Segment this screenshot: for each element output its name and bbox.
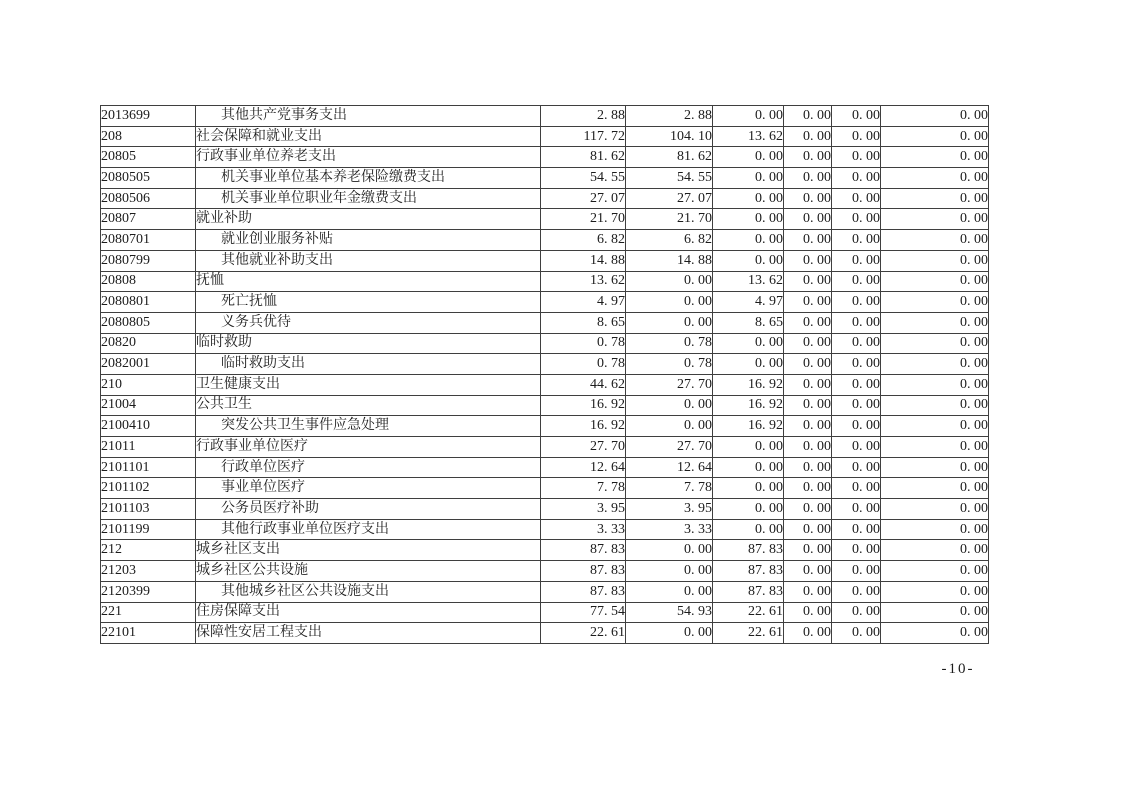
row-value-cell: 87. 83 — [541, 540, 626, 561]
row-value-cell: 0. 00 — [784, 230, 832, 251]
row-value-cell: 12. 64 — [626, 457, 713, 478]
row-value-cell: 0. 00 — [881, 147, 989, 168]
row-value-cell: 0. 00 — [832, 312, 881, 333]
row-value-cell: 87. 83 — [541, 581, 626, 602]
row-name-cell: 行政事业单位医疗 — [196, 437, 541, 458]
row-value-cell: 16. 92 — [541, 416, 626, 437]
row-name-cell: 就业创业服务补贴 — [196, 230, 541, 251]
row-value-cell: 0. 00 — [784, 457, 832, 478]
row-value-cell: 7. 78 — [626, 478, 713, 499]
row-value-cell: 87. 83 — [541, 561, 626, 582]
row-value-cell: 0. 00 — [881, 333, 989, 354]
row-value-cell: 44. 62 — [541, 374, 626, 395]
row-value-cell: 0. 00 — [881, 395, 989, 416]
row-value-cell: 0. 00 — [832, 230, 881, 251]
row-value-cell: 0. 00 — [881, 126, 989, 147]
row-value-cell: 4. 97 — [541, 292, 626, 313]
row-value-cell: 0. 00 — [713, 499, 784, 520]
table-row — [101, 561, 989, 582]
row-name-cell: 事业单位医疗 — [196, 478, 541, 499]
row-value-cell: 87. 83 — [713, 561, 784, 582]
table-row — [101, 126, 989, 147]
row-code-cell: 221 — [101, 602, 196, 623]
row-value-cell: 0. 00 — [832, 250, 881, 271]
row-value-cell: 27. 07 — [626, 188, 713, 209]
row-value-cell: 0. 00 — [832, 126, 881, 147]
row-value-cell: 0. 00 — [784, 126, 832, 147]
table-row — [101, 457, 989, 478]
row-name-cell: 临时救助 — [196, 333, 541, 354]
row-value-cell: 27. 70 — [626, 374, 713, 395]
row-code-cell: 20805 — [101, 147, 196, 168]
row-value-cell: 8. 65 — [541, 312, 626, 333]
row-value-cell: 16. 92 — [713, 374, 784, 395]
row-value-cell: 0. 00 — [832, 602, 881, 623]
row-code-cell: 2101199 — [101, 519, 196, 540]
row-code-cell: 20807 — [101, 209, 196, 230]
row-name-cell: 其他行政事业单位医疗支出 — [196, 519, 541, 540]
row-value-cell: 0. 00 — [713, 354, 784, 375]
row-code-cell: 21203 — [101, 561, 196, 582]
row-value-cell: 0. 00 — [881, 209, 989, 230]
row-code-cell: 21011 — [101, 437, 196, 458]
row-value-cell: 77. 54 — [541, 602, 626, 623]
row-value-cell: 0. 00 — [626, 416, 713, 437]
row-value-cell: 16. 92 — [541, 395, 626, 416]
row-value-cell: 0. 00 — [832, 457, 881, 478]
row-value-cell: 0. 00 — [881, 519, 989, 540]
row-value-cell: 4. 97 — [713, 292, 784, 313]
row-value-cell: 117. 72 — [541, 126, 626, 147]
row-value-cell: 0. 00 — [713, 478, 784, 499]
row-value-cell: 0. 00 — [713, 209, 784, 230]
row-code-cell: 210 — [101, 374, 196, 395]
row-code-cell: 2101102 — [101, 478, 196, 499]
row-value-cell: 0. 00 — [881, 499, 989, 520]
row-value-cell: 0. 00 — [626, 312, 713, 333]
row-value-cell: 0. 00 — [832, 333, 881, 354]
row-value-cell: 0. 00 — [784, 478, 832, 499]
row-value-cell: 22. 61 — [713, 602, 784, 623]
row-value-cell: 54. 55 — [626, 168, 713, 189]
row-value-cell: 14. 88 — [541, 250, 626, 271]
row-value-cell: 0. 00 — [832, 292, 881, 313]
row-name-cell: 临时救助支出 — [196, 354, 541, 375]
table-row — [101, 540, 989, 561]
table-row — [101, 374, 989, 395]
row-value-cell: 0. 00 — [784, 602, 832, 623]
table-row — [101, 271, 989, 292]
table-row — [101, 395, 989, 416]
row-value-cell: 0. 00 — [626, 540, 713, 561]
row-name-cell: 就业补助 — [196, 209, 541, 230]
row-value-cell: 0. 00 — [784, 499, 832, 520]
row-code-cell: 20808 — [101, 271, 196, 292]
row-name-cell: 突发公共卫生事件应急处理 — [196, 416, 541, 437]
row-value-cell: 0. 00 — [784, 561, 832, 582]
row-name-cell: 其他就业补助支出 — [196, 250, 541, 271]
table-row — [101, 602, 989, 623]
row-name-cell: 行政事业单位养老支出 — [196, 147, 541, 168]
row-name-cell: 行政单位医疗 — [196, 457, 541, 478]
table-row — [101, 209, 989, 230]
row-name-cell: 机关事业单位职业年金缴费支出 — [196, 188, 541, 209]
row-code-cell: 2120399 — [101, 581, 196, 602]
row-name-cell: 保障性安居工程支出 — [196, 623, 541, 644]
row-value-cell: 0. 00 — [881, 540, 989, 561]
table-row — [101, 147, 989, 168]
row-value-cell: 0. 00 — [784, 581, 832, 602]
row-value-cell: 0. 00 — [626, 271, 713, 292]
row-value-cell: 0. 00 — [832, 561, 881, 582]
row-value-cell: 0. 00 — [832, 437, 881, 458]
row-value-cell: 0. 00 — [881, 250, 989, 271]
row-value-cell: 0. 00 — [784, 106, 832, 127]
table-row — [101, 312, 989, 333]
row-name-cell: 城乡社区支出 — [196, 540, 541, 561]
row-value-cell: 27. 70 — [541, 437, 626, 458]
row-code-cell: 2082001 — [101, 354, 196, 375]
row-code-cell: 2080701 — [101, 230, 196, 251]
table-row — [101, 623, 989, 644]
row-value-cell: 14. 88 — [626, 250, 713, 271]
row-value-cell: 0. 00 — [832, 188, 881, 209]
row-value-cell: 2. 88 — [541, 106, 626, 127]
row-code-cell: 2080505 — [101, 168, 196, 189]
row-code-cell: 20820 — [101, 333, 196, 354]
row-value-cell: 0. 00 — [784, 168, 832, 189]
row-code-cell: 2101103 — [101, 499, 196, 520]
row-name-cell: 其他城乡社区公共设施支出 — [196, 581, 541, 602]
row-value-cell: 0. 00 — [881, 416, 989, 437]
row-value-cell: 0. 00 — [832, 540, 881, 561]
table-row — [101, 168, 989, 189]
table-row — [101, 106, 989, 127]
row-value-cell: 0. 00 — [626, 623, 713, 644]
row-value-cell: 0. 00 — [713, 168, 784, 189]
row-name-cell: 抚恤 — [196, 271, 541, 292]
row-value-cell: 0. 00 — [784, 374, 832, 395]
table-row — [101, 354, 989, 375]
row-value-cell: 54. 93 — [626, 602, 713, 623]
table-row — [101, 250, 989, 271]
row-name-cell: 机关事业单位基本养老保险缴费支出 — [196, 168, 541, 189]
row-value-cell: 0. 00 — [832, 271, 881, 292]
row-value-cell: 0. 00 — [881, 374, 989, 395]
row-value-cell: 0. 00 — [881, 168, 989, 189]
row-code-cell: 2013699 — [101, 106, 196, 127]
row-value-cell: 27. 70 — [626, 437, 713, 458]
row-name-cell: 卫生健康支出 — [196, 374, 541, 395]
row-value-cell: 0. 00 — [626, 581, 713, 602]
row-value-cell: 0. 00 — [881, 457, 989, 478]
row-code-cell: 2080805 — [101, 312, 196, 333]
row-name-cell: 社会保障和就业支出 — [196, 126, 541, 147]
row-name-cell: 住房保障支出 — [196, 602, 541, 623]
row-value-cell: 0. 78 — [541, 333, 626, 354]
row-value-cell: 0. 00 — [784, 540, 832, 561]
row-value-cell: 0. 00 — [784, 188, 832, 209]
row-code-cell: 208 — [101, 126, 196, 147]
row-value-cell: 7. 78 — [541, 478, 626, 499]
row-value-cell: 0. 00 — [784, 519, 832, 540]
row-value-cell: 0. 00 — [832, 106, 881, 127]
row-value-cell: 0. 00 — [832, 354, 881, 375]
row-value-cell: 27. 07 — [541, 188, 626, 209]
row-code-cell: 2080799 — [101, 250, 196, 271]
row-value-cell: 0. 00 — [784, 147, 832, 168]
row-code-cell: 2080506 — [101, 188, 196, 209]
row-value-cell: 0. 78 — [626, 333, 713, 354]
row-value-cell: 104. 10 — [626, 126, 713, 147]
row-value-cell: 6. 82 — [541, 230, 626, 251]
row-code-cell: 22101 — [101, 623, 196, 644]
row-value-cell: 0. 00 — [713, 333, 784, 354]
row-value-cell: 0. 00 — [881, 292, 989, 313]
row-value-cell: 81. 62 — [626, 147, 713, 168]
table-row — [101, 292, 989, 313]
row-value-cell: 0. 00 — [832, 147, 881, 168]
row-value-cell: 6. 82 — [626, 230, 713, 251]
row-value-cell: 16. 92 — [713, 395, 784, 416]
row-value-cell: 0. 00 — [626, 292, 713, 313]
row-name-cell: 其他共产党事务支出 — [196, 106, 541, 127]
row-code-cell: 21004 — [101, 395, 196, 416]
row-value-cell: 0. 00 — [832, 395, 881, 416]
budget-table — [100, 105, 989, 644]
row-value-cell: 0. 00 — [784, 395, 832, 416]
row-value-cell: 0. 00 — [713, 188, 784, 209]
row-value-cell: 0. 00 — [713, 106, 784, 127]
table-row — [101, 416, 989, 437]
row-value-cell: 0. 00 — [881, 478, 989, 499]
row-value-cell: 3. 95 — [541, 499, 626, 520]
row-value-cell: 0. 00 — [832, 478, 881, 499]
row-value-cell: 0. 00 — [713, 519, 784, 540]
row-name-cell: 义务兵优待 — [196, 312, 541, 333]
row-value-cell: 0. 00 — [881, 623, 989, 644]
row-value-cell: 0. 78 — [626, 354, 713, 375]
row-value-cell: 13. 62 — [541, 271, 626, 292]
table-row — [101, 230, 989, 251]
row-code-cell: 2101101 — [101, 457, 196, 478]
row-value-cell: 0. 00 — [881, 230, 989, 251]
row-name-cell: 公共卫生 — [196, 395, 541, 416]
row-value-cell: 22. 61 — [713, 623, 784, 644]
row-value-cell: 0. 00 — [784, 623, 832, 644]
table-row — [101, 333, 989, 354]
row-value-cell: 0. 00 — [784, 437, 832, 458]
row-code-cell: 212 — [101, 540, 196, 561]
row-value-cell: 0. 00 — [626, 561, 713, 582]
row-value-cell: 0. 00 — [784, 292, 832, 313]
row-value-cell: 0. 00 — [784, 312, 832, 333]
row-code-cell: 2080801 — [101, 292, 196, 313]
row-value-cell: 0. 00 — [713, 147, 784, 168]
row-value-cell: 0. 00 — [713, 457, 784, 478]
row-value-cell: 0. 00 — [832, 416, 881, 437]
row-value-cell: 0. 00 — [881, 188, 989, 209]
row-value-cell: 13. 62 — [713, 126, 784, 147]
row-value-cell: 0. 78 — [541, 354, 626, 375]
row-value-cell: 21. 70 — [541, 209, 626, 230]
row-value-cell: 0. 00 — [881, 312, 989, 333]
row-value-cell: 0. 00 — [626, 395, 713, 416]
row-value-cell: 0. 00 — [784, 416, 832, 437]
row-value-cell: 0. 00 — [881, 271, 989, 292]
row-value-cell: 81. 62 — [541, 147, 626, 168]
row-value-cell: 0. 00 — [881, 354, 989, 375]
row-value-cell: 0. 00 — [832, 209, 881, 230]
row-value-cell: 3. 33 — [541, 519, 626, 540]
row-value-cell: 0. 00 — [832, 519, 881, 540]
row-value-cell: 0. 00 — [832, 499, 881, 520]
page-number: -10- — [941, 661, 975, 677]
row-value-cell: 0. 00 — [784, 271, 832, 292]
row-value-cell: 0. 00 — [832, 581, 881, 602]
row-value-cell: 22. 61 — [541, 623, 626, 644]
row-value-cell: 87. 83 — [713, 581, 784, 602]
table-row — [101, 437, 989, 458]
row-value-cell: 0. 00 — [713, 250, 784, 271]
table-row — [101, 478, 989, 499]
row-value-cell: 0. 00 — [881, 602, 989, 623]
row-value-cell: 87. 83 — [713, 540, 784, 561]
table-row — [101, 581, 989, 602]
row-value-cell: 3. 33 — [626, 519, 713, 540]
budget-table-body — [101, 106, 989, 644]
row-value-cell: 0. 00 — [881, 106, 989, 127]
row-value-cell: 0. 00 — [713, 437, 784, 458]
row-value-cell: 0. 00 — [784, 354, 832, 375]
row-value-cell: 13. 62 — [713, 271, 784, 292]
row-value-cell: 0. 00 — [832, 168, 881, 189]
row-value-cell: 0. 00 — [881, 581, 989, 602]
row-value-cell: 0. 00 — [784, 333, 832, 354]
row-value-cell: 0. 00 — [832, 374, 881, 395]
row-value-cell: 54. 55 — [541, 168, 626, 189]
row-value-cell: 0. 00 — [713, 230, 784, 251]
row-name-cell: 公务员医疗补助 — [196, 499, 541, 520]
row-value-cell: 0. 00 — [784, 250, 832, 271]
row-code-cell: 2100410 — [101, 416, 196, 437]
row-name-cell: 死亡抚恤 — [196, 292, 541, 313]
row-value-cell: 8. 65 — [713, 312, 784, 333]
table-row — [101, 188, 989, 209]
row-value-cell: 0. 00 — [832, 623, 881, 644]
row-value-cell: 0. 00 — [784, 209, 832, 230]
row-value-cell: 21. 70 — [626, 209, 713, 230]
row-value-cell: 0. 00 — [881, 437, 989, 458]
row-value-cell: 16. 92 — [713, 416, 784, 437]
row-value-cell: 3. 95 — [626, 499, 713, 520]
row-name-cell: 城乡社区公共设施 — [196, 561, 541, 582]
row-value-cell: 0. 00 — [881, 561, 989, 582]
row-value-cell: 12. 64 — [541, 457, 626, 478]
table-row — [101, 499, 989, 520]
table-row — [101, 519, 989, 540]
row-value-cell: 2. 88 — [626, 106, 713, 127]
